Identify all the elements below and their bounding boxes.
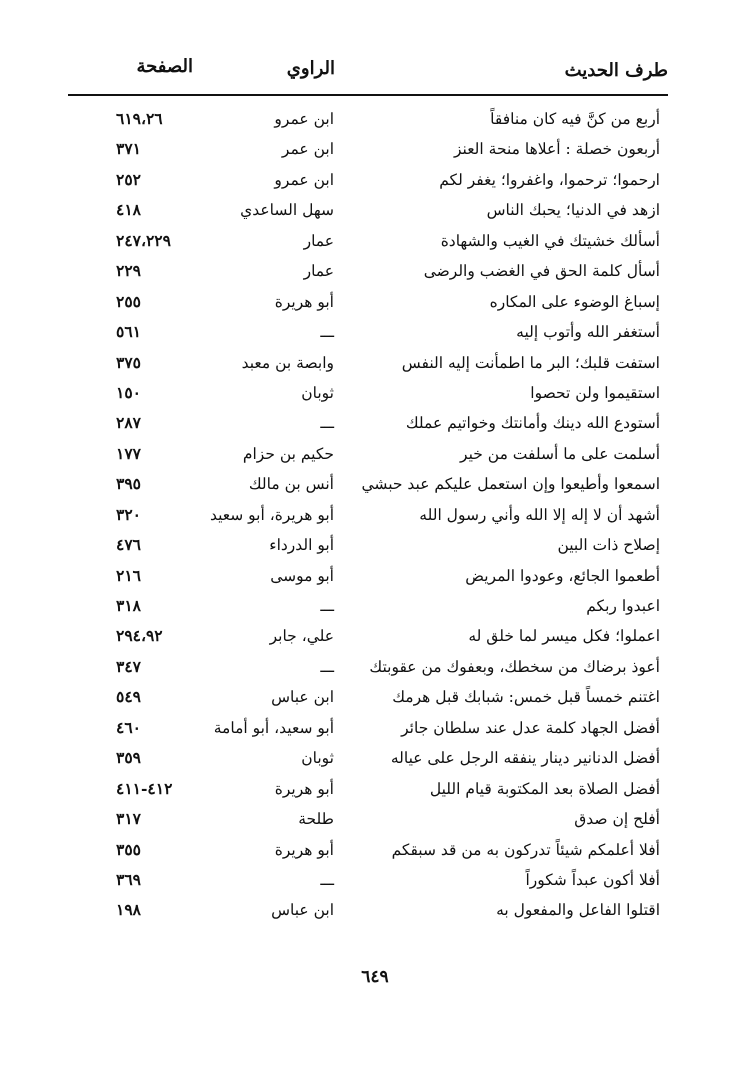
table-header	[68, 58, 668, 92]
page-reference: ٢١٦	[116, 565, 141, 585]
hadith-text: أربع من كنَّ فيه كان منافقاً	[490, 110, 660, 128]
page-reference: ٥٤٩	[116, 687, 141, 707]
narrator-name: ـــ	[320, 870, 334, 889]
narrator-name: طلحة	[298, 810, 334, 829]
table-row	[68, 682, 668, 712]
hadith-text: أستغفر الله وأتوب إليه	[516, 323, 660, 342]
page-reference: ٢٤٧،٢٢٩	[116, 230, 171, 250]
page-reference: ٤١٢-٤١١	[116, 778, 173, 798]
hadith-text: إسباغ الوضوء على المكاره	[489, 292, 660, 311]
narrator-name: عمار	[303, 231, 334, 250]
hadith-text: أفضل الصلاة بعد المكتوبة قيام الليل	[429, 779, 660, 798]
hadith-text: أشهد أن لا إله إلا الله وأني رسول الله	[419, 505, 660, 524]
narrator-name: وابصة بن معبد	[241, 353, 334, 372]
narrator-name: أبو سعيد، أبو أمامة	[213, 718, 334, 737]
hadith-text: أفضل الجهاد كلمة عدل عند سلطان جائر	[401, 718, 660, 737]
narrator-name: حكيم بن حزام	[242, 444, 334, 463]
narrator-name: ثوبان	[301, 383, 334, 402]
narrator-name: ـــ	[320, 323, 334, 342]
table-row	[68, 408, 668, 438]
table-row	[68, 439, 668, 469]
hadith-text: ارحموا؛ ترحموا، واغفروا؛ يغفر لكم	[439, 170, 660, 189]
hadith-text: أفلح إن صدق	[574, 810, 660, 829]
hadith-text: اغتنم خمساً قبل خمس: شبابك قبل هرمك	[392, 688, 660, 707]
hadith-text: اقتلوا الفاعل والمفعول به	[496, 901, 660, 920]
page-reference: ٣٥٥	[116, 839, 141, 859]
table-row	[68, 256, 668, 286]
hadith-text: أسأل كلمة الحق في الغضب والرضى	[423, 262, 660, 281]
page-reference: ٤٧٦	[116, 535, 141, 555]
page-reference: ٢٥٢	[116, 169, 141, 189]
hadith-text: اعملوا؛ فكل ميسر لما خلق له	[468, 627, 660, 646]
page-reference: ٢٩٤،٩٢	[116, 626, 163, 646]
table-row	[68, 804, 668, 834]
table-row	[68, 743, 668, 773]
table-row	[68, 134, 668, 164]
page-reference: ٥٦١	[116, 322, 141, 342]
page-reference: ٣٦٩	[116, 869, 141, 889]
page-reference: ٢٨٧	[116, 413, 141, 433]
page-reference: ١٩٨	[116, 900, 141, 920]
narrator-name: علي، جابر	[269, 627, 334, 646]
table-row	[68, 104, 668, 134]
hadith-text: اعبدوا ربكم	[586, 597, 660, 615]
narrator-name: ابن عمرو	[274, 110, 334, 128]
page-reference: ٣٧٥	[116, 352, 141, 372]
hadith-text: ازهد في الدنيا؛ يحبك الناس	[486, 201, 660, 220]
table-row	[68, 287, 668, 317]
narrator-name: أبو الدرداء	[269, 536, 334, 555]
table-row	[68, 165, 668, 195]
hadith-text: أفلا أكون عبداً شكوراً	[525, 870, 660, 889]
narrator-name: ابن عمرو	[274, 170, 334, 189]
narrator-name: ـــ	[320, 414, 334, 433]
narrator-name: ـــ	[320, 657, 334, 676]
hadith-text: أربعون خصلة : أعلاها منحة العنز	[453, 140, 660, 159]
narrator-name: أنس بن مالك	[248, 475, 334, 494]
page-reference: ٤٦٠	[116, 717, 141, 737]
narrator-name: ابن عمر	[281, 140, 334, 159]
narrator-name: ثوبان	[301, 749, 334, 768]
hadith-text: إصلاح ذات البين	[557, 536, 660, 555]
hadith-text: أستودع الله دينك وأمانتك وخواتيم عملك	[405, 414, 660, 433]
header-narrator: الراوي	[286, 58, 335, 79]
page-reference: ٣٩٥	[116, 474, 141, 494]
table-row	[68, 317, 668, 347]
page-reference: ٣٢٠	[116, 504, 141, 524]
table-row	[68, 895, 668, 925]
narrator-name: أبو هريرة	[274, 840, 334, 859]
table-row	[68, 500, 668, 530]
page-reference: ٦١٩،٢٦	[116, 109, 163, 128]
table-row	[68, 561, 668, 591]
page-reference: ٣٥٩	[116, 748, 141, 768]
table-row	[68, 226, 668, 256]
hadith-text: استفت قلبك؛ البر ما اطمأنت إليه النفس	[401, 353, 660, 372]
hadith-text: أسلمت على ما أسلفت من خير	[460, 444, 660, 463]
table-row	[68, 652, 668, 682]
narrator-name: أبو موسى	[270, 566, 334, 585]
narrator-name: ـــ	[320, 597, 334, 615]
header-page: الصفحة	[136, 56, 193, 77]
index-table	[68, 104, 668, 926]
narrator-name: ابن عباس	[271, 688, 334, 707]
table-row	[68, 774, 668, 804]
table-row	[68, 378, 668, 408]
narrator-name: أبو هريرة	[274, 779, 334, 798]
narrator-name: ابن عباس	[271, 901, 334, 920]
page-reference: ٣٧١	[116, 139, 141, 159]
table-row	[68, 835, 668, 865]
hadith-text: أطعموا الجائع، وعودوا المريض	[465, 566, 660, 585]
page-reference: ٢٥٥	[116, 291, 141, 311]
page-reference: ١٧٧	[116, 443, 141, 463]
page-reference: ٣٤٧	[116, 656, 141, 676]
narrator-name: أبو هريرة، أبو سعيد	[209, 505, 334, 524]
hadith-text: أسألك خشيتك في الغيب والشهادة	[440, 231, 660, 250]
narrator-name: سهل الساعدي	[240, 201, 334, 220]
page-reference: ٣١٧	[116, 809, 141, 829]
page-number: ٦٤٩	[361, 967, 389, 987]
hadith-text: استقيموا ولن تحصوا	[530, 383, 660, 402]
hadith-text: أفضل الدنانير دينار ينفقه الرجل على عياله	[390, 749, 660, 768]
table-row	[68, 591, 668, 621]
page-reference: ٤١٨	[116, 200, 141, 220]
page-reference: ٣١٨	[116, 596, 141, 615]
hadith-text: أفلا أعلمكم شيئاً تدركون به من قد سبقكم	[391, 840, 660, 859]
narrator-name: أبو هريرة	[274, 292, 334, 311]
hadith-text: أعوذ برضاك من سخطك، وبعفوك من عقوبتك	[369, 657, 660, 676]
table-row	[68, 865, 668, 895]
header-hadith: طرف الحديث	[564, 60, 668, 81]
header-rule	[68, 94, 668, 96]
table-row	[68, 348, 668, 378]
narrator-name: عمار	[303, 262, 334, 281]
page-reference: ٢٢٩	[116, 261, 141, 281]
table-row	[68, 621, 668, 651]
table-row	[68, 195, 668, 225]
table-row	[68, 713, 668, 743]
table-row	[68, 530, 668, 560]
page-reference: ١٥٠	[116, 382, 141, 402]
table-row	[68, 469, 668, 499]
hadith-text: اسمعوا وأطيعوا وإن استعمل عليكم عبد حبشي	[361, 475, 660, 494]
